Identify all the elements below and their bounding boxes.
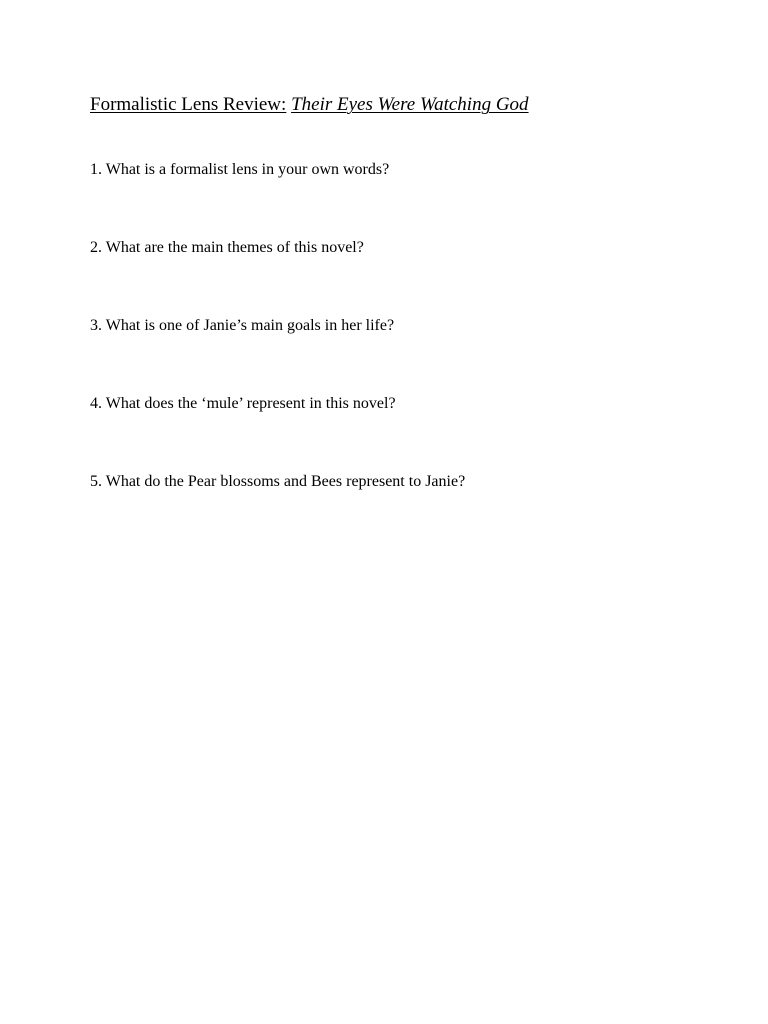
question-1: 1. What is a formalist lens in your own words? [90,161,390,178]
document-title [90,93,529,117]
question-4: 4. What does the ‘mule’ represent in this novel? [90,395,396,412]
question-2: 2. What are the main themes of this novel? [90,239,364,256]
question-3: 3. What is one of Janie’s main goals in her life? [90,317,395,334]
title-prefix: Formalistic Lens Review: [90,94,287,115]
question-5: 5. What do the Pear blossoms and Bees represent to Janie? [90,473,466,490]
title-book-name: Their Eyes Were Watching God [291,94,529,115]
